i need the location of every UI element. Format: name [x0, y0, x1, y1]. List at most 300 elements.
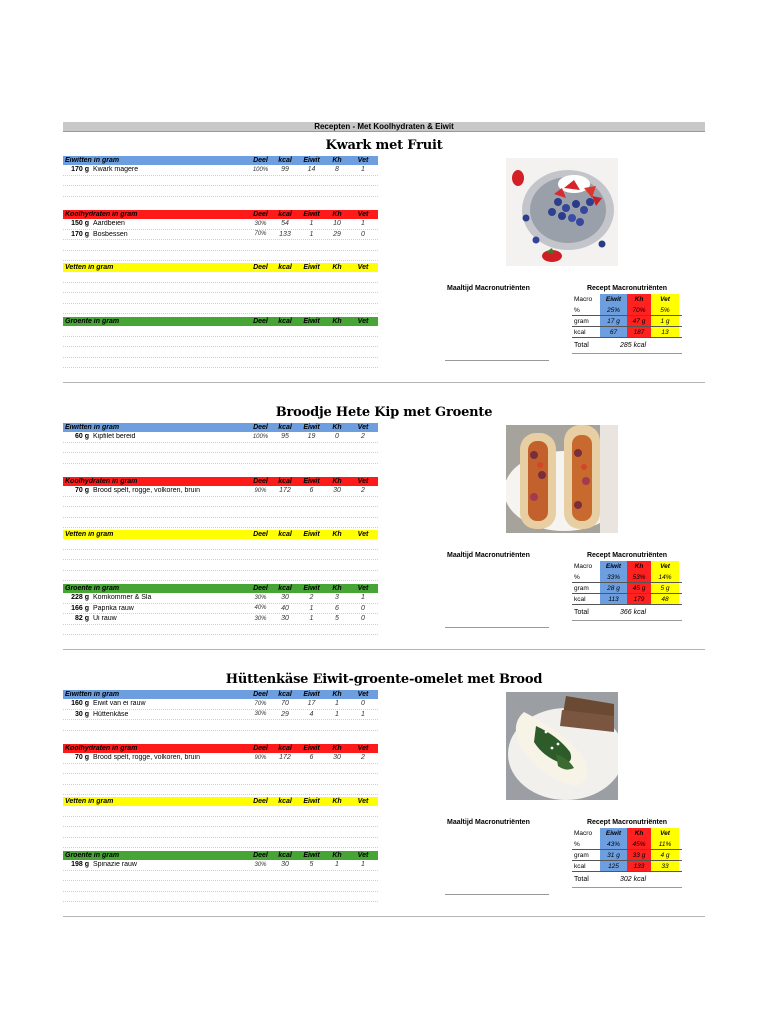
- ingredient-name: Ui rauw: [93, 615, 117, 623]
- macro-row-kcal: [572, 594, 682, 605]
- empty-row: [63, 443, 378, 454]
- ingredient-row: [63, 486, 378, 497]
- macro-total-label: Total: [574, 342, 589, 349]
- group-title: Vetten in gram: [65, 798, 114, 805]
- ingredient-deel: 30%: [254, 594, 267, 601]
- ingredient-eiwit: 17: [307, 700, 316, 708]
- meal-macro-rule: [445, 894, 549, 895]
- recipe-macro-table: [572, 819, 682, 888]
- ingredient-row: [63, 860, 378, 871]
- ingredient-row: [63, 230, 378, 241]
- ingredient-vet: 0: [361, 604, 365, 612]
- recipe-photo: [506, 158, 618, 266]
- empty-row: [63, 806, 378, 817]
- ingredient-name: Paprika rauw: [93, 604, 134, 612]
- recipe-title: Hüttenkäse Eiwit-groente-omelet met Brood: [225, 672, 543, 687]
- macro-total-value: 285 kcal: [620, 342, 647, 349]
- col-eiwit: Eiwit: [303, 531, 320, 538]
- macro-eiwit-value: 25%: [600, 305, 627, 315]
- ingredient-gram: 160 g: [71, 700, 89, 708]
- macro-row-pct: [572, 572, 682, 583]
- macro-row-label: kcal: [574, 595, 586, 603]
- ingredient-gram: 30 g: [74, 710, 89, 718]
- macro-vet-value: 13: [651, 327, 679, 337]
- macro-eiwit-value: 17 g: [600, 316, 627, 326]
- group-vet-header: [63, 263, 378, 272]
- empty-row: [63, 571, 378, 582]
- ingredient-gram: 166 g: [71, 604, 89, 612]
- recipe-block: [63, 672, 705, 912]
- col-deel: Deel: [253, 264, 268, 271]
- recipe-block: [63, 138, 705, 378]
- col-vet: Vet: [357, 691, 369, 698]
- ingredient-kcal: 30: [281, 861, 289, 869]
- macro-title: Recept Macronutriënten: [586, 285, 668, 292]
- macro-eiwit-value: 43%: [600, 839, 627, 849]
- empty-row: [63, 827, 378, 838]
- ingredient-name: Brood spelt, rogge, volkoren, bruin: [93, 754, 201, 762]
- macro-row-pct: [572, 839, 682, 850]
- ingredient-kh: 5: [335, 615, 339, 623]
- macro-col-kh: Kh: [627, 561, 651, 572]
- col-deel: Deel: [253, 318, 268, 325]
- ingredient-name: Kwark magere: [93, 166, 139, 174]
- ingredient-deel: 100%: [252, 166, 269, 173]
- col-kcal: kcal: [278, 798, 292, 805]
- ingredient-kcal: 54: [281, 220, 289, 228]
- ingredient-deel: 70%: [254, 700, 267, 707]
- ingredient-kh: 6: [335, 604, 339, 612]
- macro-vet-value: 48: [651, 594, 679, 604]
- macro-title: Recept Macronutriënten: [586, 819, 668, 826]
- macro-total-value: 302 kcal: [620, 876, 647, 883]
- macro-kh-value: 187: [627, 327, 651, 337]
- macro-col-eiwit: Eiwit: [600, 828, 627, 839]
- macro-total-row: [572, 342, 682, 354]
- group-vet: [63, 263, 378, 314]
- macro-kh-value: 45%: [627, 839, 651, 849]
- macro-kh-value: 133: [627, 861, 651, 871]
- empty-row: [63, 304, 378, 315]
- empty-row: [63, 507, 378, 518]
- macro-vet-value: 33: [651, 861, 679, 871]
- macro-row-label: %: [574, 573, 580, 581]
- col-kcal: kcal: [278, 424, 292, 431]
- group-kh: [63, 477, 378, 528]
- col-deel: Deel: [253, 691, 268, 698]
- empty-row: [63, 186, 378, 197]
- col-kh: Kh: [332, 798, 342, 805]
- macro-eiwit-value: 125: [600, 861, 627, 871]
- macro-col-eiwit: Eiwit: [600, 561, 627, 572]
- col-eiwit: Eiwit: [303, 211, 320, 218]
- group-vet-header: [63, 797, 378, 806]
- macro-col-vet: Vet: [651, 294, 679, 305]
- ingredient-name: Brood spelt, rogge, volkoren, bruin: [93, 487, 201, 495]
- macro-kh-value: 70%: [627, 305, 651, 315]
- ingredient-name: Hüttenkäse: [93, 710, 129, 718]
- ingredient-vet: 1: [361, 594, 365, 602]
- col-kh: Kh: [332, 745, 342, 752]
- group-vet: [63, 797, 378, 848]
- col-eiwit: Eiwit: [303, 157, 320, 164]
- macro-header-row: [572, 561, 682, 572]
- ingredient-kh: 8: [335, 166, 339, 174]
- empty-row: [63, 550, 378, 561]
- ingredient-eiwit: 14: [307, 166, 316, 174]
- meal-macro-label: Maaltijd Macronutriënten: [447, 285, 530, 292]
- group-vet: [63, 530, 378, 581]
- group-title: Eiwitten in gram: [65, 691, 120, 698]
- ingredient-name: Komkommer & Sla: [93, 594, 152, 602]
- group-title: Koolhydraten in gram: [65, 745, 138, 752]
- group-groente: [63, 851, 378, 902]
- ingredient-kcal: 95: [281, 433, 289, 441]
- empty-row: [63, 240, 378, 251]
- col-kcal: kcal: [278, 852, 292, 859]
- group-groente-header: [63, 584, 378, 593]
- macro-eiwit-value: 67: [600, 327, 627, 337]
- macro-row-kcal: [572, 327, 682, 338]
- macro-row-gram: [572, 850, 682, 861]
- group-eiwit: [63, 156, 378, 197]
- ingredient-name: Kipfilet bereid: [93, 433, 136, 441]
- group-title: Eiwitten in gram: [65, 157, 120, 164]
- ingredient-row: [63, 432, 378, 443]
- macro-row-label: kcal: [574, 862, 586, 870]
- col-vet: Vet: [357, 531, 369, 538]
- meal-macro-rule: [445, 360, 549, 361]
- empty-row: [63, 720, 378, 731]
- col-eiwit: Eiwit: [303, 585, 320, 592]
- recipe-photo: [506, 692, 618, 800]
- macro-row-kcal: [572, 861, 682, 872]
- group-kh-header: [63, 477, 378, 486]
- macro-row-pct: [572, 305, 682, 316]
- col-vet: Vet: [357, 211, 369, 218]
- col-eiwit: Eiwit: [303, 478, 320, 485]
- macro-col-label: Macro: [574, 830, 593, 837]
- ingredient-eiwit: 6: [309, 487, 314, 495]
- page-banner: Recepten - Met Koolhydraten & Eiwit: [63, 122, 705, 132]
- col-eiwit: Eiwit: [303, 424, 320, 431]
- macro-eiwit-value: 33%: [600, 572, 627, 582]
- group-groente: [63, 317, 378, 368]
- empty-row: [63, 764, 378, 775]
- ingredient-vet: 0: [361, 230, 365, 238]
- ingredient-row: [63, 699, 378, 710]
- ingredient-vet: 1: [361, 861, 365, 869]
- macro-col-kh: Kh: [627, 294, 651, 305]
- macro-row-label: %: [574, 306, 580, 314]
- macro-row-gram: [572, 316, 682, 327]
- ingredient-row: [63, 604, 378, 615]
- col-kcal: kcal: [278, 691, 292, 698]
- empty-row: [63, 838, 378, 849]
- col-vet: Vet: [357, 745, 369, 752]
- col-vet: Vet: [357, 798, 369, 805]
- col-kcal: kcal: [278, 211, 292, 218]
- col-kcal: kcal: [278, 745, 292, 752]
- col-kh: Kh: [332, 531, 342, 538]
- ingredient-eiwit: 1: [309, 220, 314, 228]
- ingredient-eiwit: 1: [309, 230, 314, 238]
- col-kcal: kcal: [278, 478, 292, 485]
- col-eiwit: Eiwit: [303, 798, 320, 805]
- macro-row-label: kcal: [574, 328, 586, 336]
- ingredient-eiwit: 6: [309, 754, 314, 762]
- col-deel: Deel: [253, 157, 268, 164]
- ingredient-kh: 10: [333, 220, 341, 228]
- empty-row: [63, 272, 378, 283]
- ingredient-kcal: 30: [281, 615, 289, 623]
- ingredient-gram: 228 g: [71, 594, 89, 602]
- ingredient-gram: 198 g: [71, 861, 89, 869]
- ingredient-gram: 60 g: [74, 433, 89, 441]
- ingredient-kcal: 70: [281, 700, 289, 708]
- group-kh: [63, 744, 378, 795]
- col-kcal: kcal: [278, 531, 292, 538]
- col-eiwit: Eiwit: [303, 264, 320, 271]
- ingredient-name: Eiwit van ei rauw: [93, 700, 146, 708]
- macro-vet-value: 4 g: [651, 850, 679, 860]
- ingredient-deel: 90%: [254, 487, 267, 494]
- ingredient-name: Spinazie rauw: [93, 861, 137, 869]
- ingredient-deel: 30%: [254, 615, 267, 622]
- ingredient-deel: 40%: [254, 605, 267, 612]
- ingredient-deel: 100%: [252, 433, 269, 440]
- col-deel: Deel: [253, 585, 268, 592]
- group-eiwit-header: [63, 156, 378, 165]
- macro-row-gram: [572, 583, 682, 594]
- group-vet-header: [63, 530, 378, 539]
- col-kh: Kh: [332, 157, 342, 164]
- col-eiwit: Eiwit: [303, 691, 320, 698]
- recipe-separator: [63, 382, 705, 383]
- ingredient-kcal: 172: [279, 487, 291, 495]
- col-eiwit: Eiwit: [303, 745, 320, 752]
- col-vet: Vet: [357, 585, 369, 592]
- group-title: Eiwitten in gram: [65, 424, 120, 431]
- recipe-title: Kwark met Fruit: [325, 138, 443, 153]
- ingredient-deel: 90%: [254, 754, 267, 761]
- empty-row: [63, 337, 378, 348]
- macro-total-value: 366 kcal: [620, 609, 647, 616]
- group-title: Groente in gram: [65, 585, 120, 592]
- ingredient-gram: 70 g: [74, 754, 89, 762]
- group-groente: [63, 584, 378, 635]
- ingredient-row: [63, 219, 378, 230]
- col-kh: Kh: [332, 478, 342, 485]
- macro-title: Recept Macronutriënten: [586, 552, 668, 559]
- empty-row: [63, 892, 378, 903]
- col-deel: Deel: [253, 531, 268, 538]
- ingredient-gram: 170 g: [71, 230, 89, 238]
- meal-macro-label: Maaltijd Macronutriënten: [447, 819, 530, 826]
- recipe-block: [63, 405, 705, 645]
- ingredient-kcal: 30: [281, 594, 289, 602]
- macro-vet-value: 5%: [651, 305, 679, 315]
- ingredient-kh: 1: [335, 710, 339, 718]
- ingredient-deel: 70%: [254, 231, 267, 238]
- ingredient-eiwit: 4: [309, 710, 314, 718]
- empty-row: [63, 293, 378, 304]
- ingredient-eiwit: 1: [309, 604, 314, 612]
- ingredient-vet: 1: [361, 710, 365, 718]
- col-kcal: kcal: [278, 157, 292, 164]
- empty-row: [63, 497, 378, 508]
- macro-col-eiwit: Eiwit: [600, 294, 627, 305]
- recipe-separator: [63, 649, 705, 650]
- group-title: Groente in gram: [65, 852, 120, 859]
- recipe-macro-table: [572, 285, 682, 354]
- col-vet: Vet: [357, 852, 369, 859]
- group-eiwit-header: [63, 690, 378, 699]
- empty-row: [63, 785, 378, 796]
- macro-kh-value: 45 g: [627, 583, 651, 593]
- col-kh: Kh: [332, 852, 342, 859]
- col-deel: Deel: [253, 211, 268, 218]
- group-kh-header: [63, 744, 378, 753]
- macro-row-label: gram: [574, 317, 589, 325]
- ingredient-vet: 2: [361, 754, 365, 762]
- ingredient-kh: 30: [333, 754, 341, 762]
- ingredient-kcal: 133: [279, 230, 291, 238]
- col-kh: Kh: [332, 585, 342, 592]
- col-deel: Deel: [253, 852, 268, 859]
- col-vet: Vet: [357, 424, 369, 431]
- macro-total-row: [572, 876, 682, 888]
- group-eiwit: [63, 690, 378, 731]
- ingredient-row: [63, 614, 378, 625]
- empty-row: [63, 453, 378, 464]
- empty-row: [63, 518, 378, 529]
- empty-row: [63, 251, 378, 262]
- ingredient-row: [63, 710, 378, 721]
- macro-header-row: [572, 828, 682, 839]
- group-title: Koolhydraten in gram: [65, 211, 138, 218]
- empty-row: [63, 881, 378, 892]
- empty-row: [63, 560, 378, 571]
- macro-kh-value: 47 g: [627, 316, 651, 326]
- macro-col-vet: Vet: [651, 561, 679, 572]
- ingredient-deel: 30%: [254, 861, 267, 868]
- recipe-separator: [63, 916, 705, 917]
- col-deel: Deel: [253, 478, 268, 485]
- macro-vet-value: 14%: [651, 572, 679, 582]
- ingredient-kh: 1: [335, 700, 339, 708]
- col-kh: Kh: [332, 691, 342, 698]
- empty-row: [63, 326, 378, 337]
- group-title: Vetten in gram: [65, 264, 114, 271]
- macro-vet-value: 5 g: [651, 583, 679, 593]
- group-title: Groente in gram: [65, 318, 120, 325]
- group-groente-header: [63, 317, 378, 326]
- col-kh: Kh: [332, 264, 342, 271]
- group-kh-header: [63, 210, 378, 219]
- ingredient-eiwit: 2: [309, 594, 314, 602]
- ingredient-name: Bosbessen: [93, 230, 128, 238]
- macro-kh-value: 179: [627, 594, 651, 604]
- ingredient-kh: 0: [335, 433, 339, 441]
- col-vet: Vet: [357, 318, 369, 325]
- macro-col-label: Macro: [574, 296, 593, 303]
- ingredient-gram: 70 g: [74, 487, 89, 495]
- macro-vet-value: 1 g: [651, 316, 679, 326]
- macro-row-label: gram: [574, 851, 589, 859]
- ingredient-kh: 1: [335, 861, 339, 869]
- col-kcal: kcal: [278, 318, 292, 325]
- empty-row: [63, 176, 378, 187]
- macro-col-kh: Kh: [627, 828, 651, 839]
- col-deel: Deel: [253, 798, 268, 805]
- macro-total-label: Total: [574, 609, 589, 616]
- macro-row-label: %: [574, 840, 580, 848]
- macro-kh-value: 33 g: [627, 850, 651, 860]
- ingredient-vet: 2: [361, 433, 365, 441]
- empty-row: [63, 347, 378, 358]
- macro-total-label: Total: [574, 876, 589, 883]
- ingredient-kcal: 99: [281, 166, 289, 174]
- ingredient-kcal: 40: [281, 604, 289, 612]
- col-vet: Vet: [357, 264, 369, 271]
- col-kh: Kh: [332, 424, 342, 431]
- col-deel: Deel: [253, 424, 268, 431]
- ingredient-gram: 170 g: [71, 166, 89, 174]
- ingredient-vet: 0: [361, 615, 365, 623]
- group-eiwit-header: [63, 423, 378, 432]
- macro-kh-value: 53%: [627, 572, 651, 582]
- recipe-title: Broodje Hete Kip met Groente: [275, 405, 493, 420]
- ingredient-eiwit: 19: [307, 433, 316, 441]
- ingredient-vet: 1: [361, 166, 365, 174]
- ingredient-eiwit: 5: [309, 861, 314, 869]
- group-title: Vetten in gram: [65, 531, 114, 538]
- group-kh: [63, 210, 378, 261]
- macro-vet-value: 11%: [651, 839, 679, 849]
- meal-macro-label: Maaltijd Macronutriënten: [447, 552, 530, 559]
- ingredient-name: Aardbeien: [93, 220, 125, 228]
- ingredient-kh: 29: [333, 230, 341, 238]
- recipe-macro-table: [572, 552, 682, 621]
- recipe-photo: [506, 425, 618, 533]
- macro-col-label: Macro: [574, 563, 593, 570]
- ingredient-gram: 150 g: [71, 220, 89, 228]
- col-kh: Kh: [332, 211, 342, 218]
- ingredient-gram: 82 g: [74, 615, 89, 623]
- ingredient-kcal: 29: [281, 710, 289, 718]
- col-eiwit: Eiwit: [303, 318, 320, 325]
- empty-row: [63, 539, 378, 550]
- ingredient-row: [63, 593, 378, 604]
- col-eiwit: Eiwit: [303, 852, 320, 859]
- col-vet: Vet: [357, 157, 369, 164]
- ingredient-deel: 30%: [254, 711, 267, 718]
- empty-row: [63, 871, 378, 882]
- group-groente-header: [63, 851, 378, 860]
- macro-total-row: [572, 609, 682, 621]
- meal-macro-rule: [445, 627, 549, 628]
- ingredient-vet: 2: [361, 487, 365, 495]
- empty-row: [63, 625, 378, 636]
- macro-row-label: gram: [574, 584, 589, 592]
- empty-row: [63, 283, 378, 294]
- macro-eiwit-value: 113: [600, 594, 627, 604]
- ingredient-kcal: 172: [279, 754, 291, 762]
- ingredient-row: [63, 753, 378, 764]
- ingredient-eiwit: 1: [309, 615, 314, 623]
- col-kcal: kcal: [278, 585, 292, 592]
